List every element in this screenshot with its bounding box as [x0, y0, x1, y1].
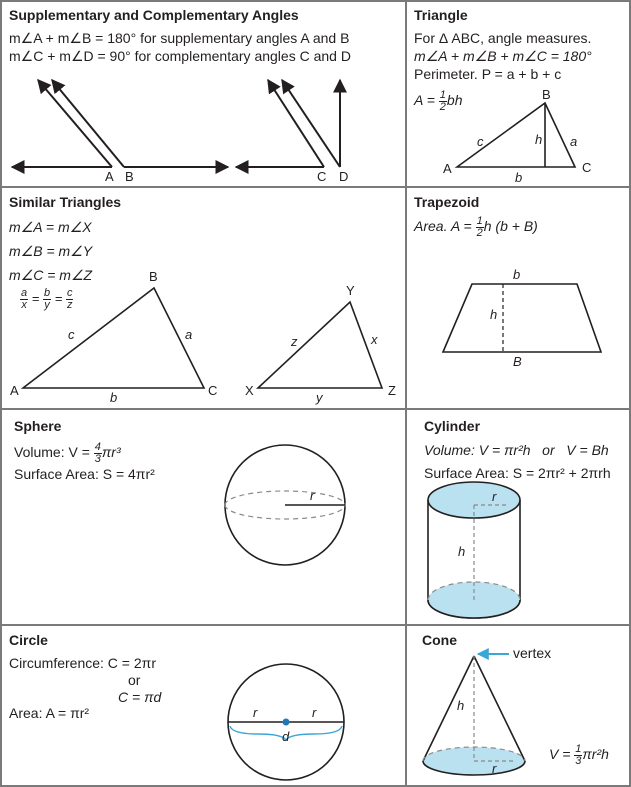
comp-ray-c	[268, 80, 324, 167]
similar-label-y-side: y	[316, 390, 323, 405]
similar-cell	[0, 188, 405, 408]
circle-or: or	[128, 672, 141, 688]
similar-label-a-vertex: A	[10, 383, 19, 398]
triangle-area-den: 2	[439, 101, 446, 113]
cone-side-right	[474, 656, 525, 761]
trapezoid-cell	[407, 188, 629, 408]
ratio-eq-2: =	[54, 290, 63, 306]
supp-label-a: A	[105, 169, 114, 184]
triangle-label-b-vertex: B	[542, 87, 551, 102]
triangle-line-1: For Δ ABC, angle measures.	[414, 30, 592, 46]
cylinder-label-h: h	[458, 544, 466, 559]
circle-title: Circle	[9, 632, 48, 648]
triangle-cell	[407, 0, 629, 186]
trapezoid-title: Trapezoid	[414, 194, 480, 210]
circle-center-dot	[283, 719, 290, 726]
triangle-area-num: 1	[439, 89, 446, 101]
triangle-title: Triangle	[414, 7, 468, 23]
triangle-line-3: Perimeter. P = a + b + c	[414, 66, 562, 82]
ratio-b-num: b	[43, 287, 51, 299]
trapezoid-label-h: h	[490, 307, 498, 322]
cone-volume-formula	[549, 744, 609, 767]
similar-label-a-side: a	[185, 327, 193, 342]
sphere-equator-front	[225, 505, 345, 519]
cylinder-volume-formula: Volume: V = πr²h or V = Bh	[424, 442, 609, 458]
similar-label-z-side: z	[291, 334, 298, 349]
similar-label-b-vertex: B	[149, 269, 158, 284]
sphere-volume-prefix: Volume: V =	[14, 444, 90, 461]
circle-circumference: Circumference: C = 2πr	[9, 655, 156, 671]
cylinder-label-r: r	[492, 489, 497, 504]
similar-label-y-vertex: Y	[346, 283, 355, 298]
circle-label-r-right: r	[312, 705, 317, 720]
trapezoid-shape	[443, 284, 601, 352]
ratio-x-den: x	[21, 299, 27, 311]
cone-cell	[407, 626, 629, 785]
ratio-eq-1: =	[31, 290, 40, 306]
triangle-label-a-side: a	[570, 134, 578, 149]
similar-line-2: m∠B = m∠Y	[9, 243, 93, 259]
circle-alt-formula: C = πd	[118, 689, 162, 705]
supp-ray-b	[52, 80, 124, 167]
ratio-a-num: a	[21, 287, 28, 299]
circle-label-r-left: r	[253, 705, 258, 720]
comp-label-d: D	[339, 169, 349, 184]
cone-volume-num: 1	[575, 743, 582, 755]
triangle-label-b-side: b	[515, 170, 523, 185]
similar-line-3: m∠C = m∠Z	[9, 267, 93, 283]
ratio-c-num: c	[66, 287, 73, 299]
similar-label-z-vertex: Z	[388, 383, 396, 398]
trapezoid-label-b-top: b	[513, 267, 521, 282]
triangle-label-c-vertex: C	[582, 160, 592, 175]
triangle-shape	[457, 103, 578, 167]
circle-diagram	[0, 626, 405, 785]
supp-diagram	[0, 0, 405, 186]
triangle-label-h: h	[535, 132, 543, 147]
supp-line-2: m∠C + m∠D = 90° for complementary angles C and D	[9, 48, 351, 64]
cylinder-title: Cylinder	[424, 418, 481, 434]
cone-volume-den: 3	[575, 755, 582, 767]
sphere-surface-formula: Surface Area: S = 4πr²	[14, 466, 155, 482]
triangle-area-suffix: bh	[446, 92, 463, 109]
similar-diagram	[0, 188, 405, 408]
ratio-z-den: z	[66, 299, 73, 311]
trapezoid-diagram	[407, 188, 629, 408]
sphere-volume-suffix: πr³	[101, 444, 121, 461]
sphere-volume-num: 4	[94, 441, 101, 453]
similar-triangle-abc	[23, 288, 204, 388]
cylinder-cell	[407, 410, 629, 624]
trapezoid-area-prefix: Area. A =	[414, 218, 472, 235]
sphere-title: Sphere	[14, 418, 62, 434]
supp-cell	[0, 0, 405, 186]
sphere-volume-den: 3	[94, 453, 101, 465]
triangle-label-a-vertex: A	[443, 161, 452, 176]
cone-volume-suffix: πr²h	[582, 746, 609, 763]
cone-side-left	[423, 656, 474, 761]
triangle-diagram	[407, 0, 629, 186]
trapezoid-area-num: 1	[476, 215, 483, 227]
supp-line-1: m∠A + m∠B = 180° for supplementary angles A and B	[9, 30, 350, 46]
trapezoid-area-suffix: h (b + B)	[483, 218, 538, 235]
sphere-diagram	[0, 410, 405, 624]
cone-vertex-label: vertex	[513, 645, 552, 661]
cylinder-diagram	[407, 410, 629, 624]
cone-volume-prefix: V =	[549, 746, 571, 763]
supp-title: Supplementary and Complementary Angles	[9, 7, 299, 23]
sphere-cell	[0, 410, 405, 624]
similar-triangle-xyz	[258, 302, 382, 388]
triangle-line-2: m∠A + m∠B + m∠C = 180°	[414, 48, 592, 64]
cone-label-h: h	[457, 698, 465, 713]
trapezoid-area-den: 2	[476, 227, 483, 239]
supp-ray-a	[38, 80, 112, 167]
similar-label-c-side: c	[68, 327, 75, 342]
comp-ray-d-slant	[282, 80, 340, 167]
cone-title: Cone	[422, 632, 457, 648]
circle-label-d: d	[282, 729, 290, 744]
sphere-label-r: r	[310, 488, 315, 503]
ratio-y-den: y	[44, 299, 50, 311]
sphere-equator-back	[225, 488, 345, 505]
similar-label-c-vertex: C	[208, 383, 218, 398]
circle-cell	[0, 626, 405, 785]
circle-area: Area: A = πr²	[9, 705, 90, 721]
similar-label-b-side: b	[110, 390, 118, 405]
trapezoid-label-b-bottom: B	[513, 354, 522, 369]
similar-title: Similar Triangles	[9, 194, 122, 210]
triangle-label-c-side: c	[477, 134, 484, 149]
triangle-area-prefix: A =	[414, 92, 435, 109]
cylinder-surface-formula: Surface Area: S = 2πr² + 2πrh	[424, 465, 611, 481]
supp-label-b: B	[125, 169, 134, 184]
similar-label-x-side: x	[371, 332, 378, 347]
similar-label-x-vertex: X	[245, 383, 254, 398]
similar-line-1: m∠A = m∠X	[9, 219, 92, 235]
comp-label-c: C	[317, 169, 327, 184]
cone-label-r: r	[492, 761, 497, 776]
